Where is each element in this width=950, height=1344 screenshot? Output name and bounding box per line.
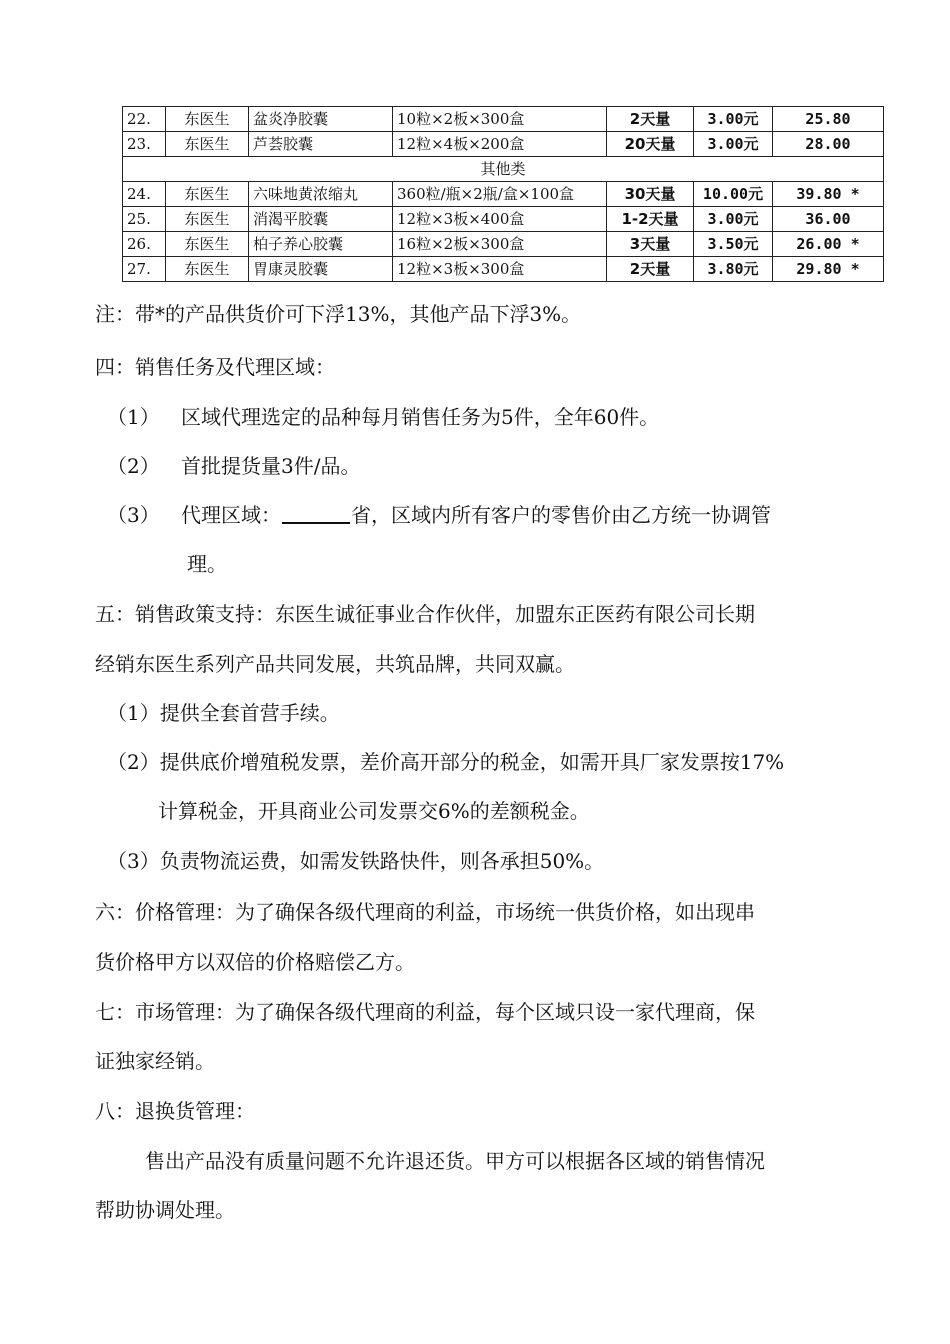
section-4-item-3-continuation: 理。 bbox=[187, 552, 227, 576]
table-row bbox=[123, 232, 884, 257]
product-name-cell: 消渴平胶囊 bbox=[249, 207, 393, 232]
supply-price-cell: 25.80 bbox=[773, 107, 884, 132]
table-row bbox=[123, 132, 884, 157]
dosage-days-cell: 2天量 bbox=[607, 107, 694, 132]
section-5-line-2: 经销东医生系列产品共同发展，共筑品牌，共同双赢。 bbox=[95, 652, 575, 676]
specification-cell: 12粒×3板×300盒 bbox=[393, 257, 607, 282]
item-number: （1） bbox=[107, 405, 160, 429]
category-label: 其他类 bbox=[123, 157, 884, 182]
section-5-line-1: 五：销售政策支持：东医生诚征事业合作伙伴，加盟东正医药有限公司长期 bbox=[95, 602, 755, 626]
brand-cell: 东医生 bbox=[166, 182, 249, 207]
item-text: 区域代理选定的品种每月销售任务为5件，全年60件。 bbox=[181, 405, 660, 429]
section-4-item-1 bbox=[107, 403, 659, 431]
item-number-cell: 25. bbox=[123, 207, 166, 232]
table-row bbox=[123, 207, 884, 232]
brand-cell: 东医生 bbox=[166, 232, 249, 257]
brand-cell: 东医生 bbox=[166, 132, 249, 157]
specification-cell: 360粒/瓶×2瓶/盒×100盒 bbox=[393, 182, 607, 207]
brand-cell: 东医生 bbox=[166, 107, 249, 132]
supply-price-cell: 26.00 * bbox=[773, 232, 884, 257]
item-number: （2） bbox=[107, 454, 160, 478]
province-blank-field[interactable] bbox=[282, 502, 350, 524]
product-name-cell: 胃康灵胶囊 bbox=[249, 257, 393, 282]
unit-price-cell: 3.80元 bbox=[694, 257, 773, 282]
section-5-item-1: （1）提供全套首营手续。 bbox=[107, 701, 340, 725]
supply-price-cell: 28.00 bbox=[773, 132, 884, 157]
section-5-item-2-line-2: 计算税金，开具商业公司发票交6%的差额税金。 bbox=[158, 799, 590, 823]
item-number-cell: 22. bbox=[123, 107, 166, 132]
item-number-cell: 26. bbox=[123, 232, 166, 257]
specification-cell: 12粒×4板×200盒 bbox=[393, 132, 607, 157]
item-number: （3） bbox=[107, 503, 160, 527]
category-row bbox=[123, 157, 884, 182]
item-number-cell: 24. bbox=[123, 182, 166, 207]
section-8-title: 八：退换货管理： bbox=[95, 1099, 255, 1123]
unit-price-cell: 3.00元 bbox=[694, 207, 773, 232]
supply-price-cell: 39.80 * bbox=[773, 182, 884, 207]
dosage-days-cell: 30天量 bbox=[607, 182, 694, 207]
section-8-line-2: 帮助协调处理。 bbox=[95, 1198, 235, 1222]
unit-price-cell: 3.00元 bbox=[694, 107, 773, 132]
table-row bbox=[123, 182, 884, 207]
specification-cell: 12粒×3板×400盒 bbox=[393, 207, 607, 232]
item-number-cell: 27. bbox=[123, 257, 166, 282]
item-number-cell: 23. bbox=[123, 132, 166, 157]
section-5-item-3: （3）负责物流运费，如需发铁路快件，则各承担50%。 bbox=[107, 849, 605, 873]
product-name-cell: 柏子养心胶囊 bbox=[249, 232, 393, 257]
section-8-line-1: 售出产品没有质量问题不允许退还货。甲方可以根据各区域的销售情况 bbox=[145, 1149, 765, 1173]
section-7-line-1: 七：市场管理：为了确保各级代理商的利益，每个区域只设一家代理商，保 bbox=[95, 1000, 755, 1024]
brand-cell: 东医生 bbox=[166, 207, 249, 232]
product-table bbox=[122, 106, 884, 282]
specification-cell: 16粒×2板×300盒 bbox=[393, 232, 607, 257]
section-7-line-2: 证独家经销。 bbox=[95, 1049, 215, 1073]
section-6-line-2: 货价格甲方以双倍的价格赔偿乙方。 bbox=[95, 950, 415, 974]
brand-cell: 东医生 bbox=[166, 257, 249, 282]
unit-price-cell: 3.00元 bbox=[694, 132, 773, 157]
section-4-item-2 bbox=[107, 452, 360, 480]
product-table-body bbox=[123, 107, 884, 282]
dosage-days-cell: 20天量 bbox=[607, 132, 694, 157]
dosage-days-cell: 2天量 bbox=[607, 257, 694, 282]
section-4-item-3 bbox=[107, 501, 771, 529]
item-text-prefix: 代理区域： bbox=[181, 503, 281, 527]
table-row bbox=[123, 107, 884, 132]
specification-cell: 10粒×2板×300盒 bbox=[393, 107, 607, 132]
dosage-days-cell: 3天量 bbox=[607, 232, 694, 257]
item-text-suffix: 省，区域内所有客户的零售价由乙方统一协调管 bbox=[351, 503, 771, 527]
item-text: 首批提货量3件/品。 bbox=[181, 454, 361, 478]
product-name-cell: 六味地黄浓缩丸 bbox=[249, 182, 393, 207]
unit-price-cell: 3.50元 bbox=[694, 232, 773, 257]
table-row bbox=[123, 257, 884, 282]
supply-price-cell: 29.80 * bbox=[773, 257, 884, 282]
section-4-title: 四：销售任务及代理区域： bbox=[95, 355, 335, 379]
product-name-cell: 盆炎净胶囊 bbox=[249, 107, 393, 132]
section-5-item-2-line-1: （2）提供底价增殖税发票，差价高开部分的税金，如需开具厂家发票按17% bbox=[107, 750, 785, 774]
product-name-cell: 芦荟胶囊 bbox=[249, 132, 393, 157]
dosage-days-cell: 1-2天量 bbox=[607, 207, 694, 232]
supply-price-cell: 36.00 bbox=[773, 207, 884, 232]
price-note: 注：带*的产品供货价可下浮13%，其他产品下浮3%。 bbox=[95, 302, 582, 326]
unit-price-cell: 10.00元 bbox=[694, 182, 773, 207]
section-6-line-1: 六：价格管理：为了确保各级代理商的利益，市场统一供货价格，如出现串 bbox=[95, 900, 755, 924]
